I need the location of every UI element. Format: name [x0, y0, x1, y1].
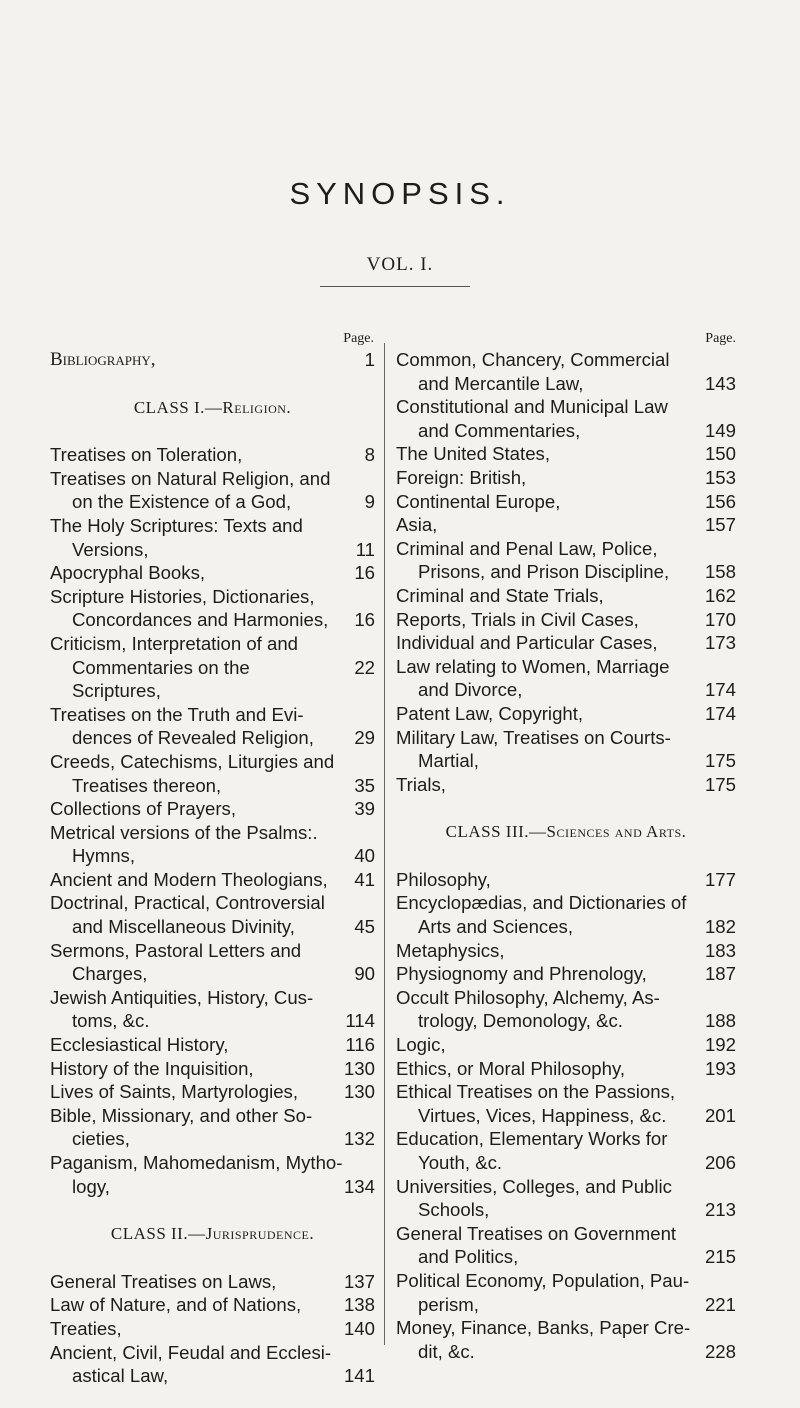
entry-page: 174 — [704, 679, 736, 701]
toc-entry — [50, 1317, 375, 1341]
entry-page: 156 — [704, 490, 736, 512]
toc-entry — [50, 797, 375, 821]
toc-entry — [396, 986, 736, 1010]
entry-title: Criticism, Interpretation of and — [50, 632, 299, 654]
entry-title: Bibliography, — [50, 349, 156, 370]
entry-page: 215 — [704, 1246, 736, 1268]
toc-entry — [50, 703, 375, 727]
entry-page: 174 — [704, 702, 736, 724]
entry-title: toms, &c. — [72, 1010, 150, 1032]
entry-title: Reports, Trials in Civil Cases, — [396, 608, 639, 630]
toc-entry — [396, 1222, 736, 1246]
entry-title: Criminal and Penal Law, Police, — [396, 537, 658, 559]
page-column-header: Page. — [705, 331, 736, 346]
toc-entry — [50, 962, 375, 986]
entry-title: dit, &c. — [418, 1340, 475, 1362]
entry-page: 182 — [704, 916, 736, 938]
entry-title: Trials, — [396, 773, 446, 795]
entry-page: 11 — [355, 538, 375, 560]
entry-title: General Treatises on Laws, — [50, 1270, 277, 1292]
entry-title: Universities, Colleges, and Public — [396, 1175, 672, 1197]
entry-page: 175 — [704, 773, 736, 795]
jurisprudence-entries — [50, 1270, 375, 1388]
entry-page: 228 — [704, 1340, 736, 1362]
toc-entry — [396, 1175, 736, 1199]
entry-title: Political Economy, Population, Pau- — [396, 1269, 690, 1291]
entry-title: Lives of Saints, Martyrologies, — [50, 1081, 299, 1103]
toc-entry — [396, 419, 736, 443]
toc-entry — [50, 1057, 375, 1081]
entry-title: Prisons, and Prison Discipline, — [418, 561, 670, 583]
entry-page: 188 — [704, 1010, 736, 1032]
toc-entry — [50, 1009, 375, 1033]
toc-entry — [396, 726, 736, 750]
entry-page: 40 — [354, 845, 375, 867]
entry-title: Doctrinal, Practical, Controversial — [50, 892, 325, 914]
toc-entry — [396, 749, 736, 773]
right-column — [396, 330, 736, 1363]
toc-entry — [396, 773, 736, 797]
entry-title: Apocryphal Books, — [50, 562, 206, 584]
entry-title: Collections of Prayers, — [50, 798, 237, 820]
entry-title: Concordances and Harmonies, — [72, 609, 329, 631]
page-column-header: Page. — [343, 331, 374, 346]
entry-title: General Treatises on Government — [396, 1222, 677, 1244]
entry-title: Military Law, Treatises on Courts- — [396, 726, 671, 748]
toc-entry — [396, 702, 736, 726]
entry-title: Continental Europe, — [396, 490, 561, 512]
entry-title: Education, Elementary Works for — [396, 1128, 668, 1150]
entry-page: 153 — [704, 466, 736, 488]
toc-entry — [50, 1104, 375, 1128]
class-heading-religion: CLASS I.—Religion. — [133, 397, 292, 417]
entry-title: History of the Inquisition, — [50, 1057, 254, 1079]
toc-entry — [396, 513, 736, 537]
entry-page: 201 — [704, 1104, 736, 1126]
entry-title: cieties, — [72, 1128, 130, 1150]
entry-title: Logic, — [396, 1034, 446, 1056]
toc-entry — [50, 443, 375, 467]
entry-page: 130 — [343, 1081, 375, 1103]
entry-page: 90 — [354, 963, 375, 985]
sciences-entries — [396, 868, 736, 1363]
entry-title: Treatises thereon, — [72, 774, 222, 796]
entry-title: Foreign: British, — [396, 466, 527, 488]
toc-entry — [396, 1269, 736, 1293]
entry-title: Law of Nature, and of Nations, — [50, 1294, 302, 1316]
toc-entry — [50, 844, 375, 868]
toc-entry — [50, 868, 375, 892]
entry-page: 22 — [354, 656, 375, 678]
religion-entries — [50, 443, 375, 1198]
entry-title: Treaties, — [50, 1317, 122, 1339]
entry-title: Schools, — [418, 1199, 490, 1221]
class-heading-sciences: CLASS III.—Sciences and Arts. — [445, 822, 687, 842]
entry-page: 116 — [345, 1034, 375, 1056]
entry-title: Constitutional and Municipal Law — [396, 396, 668, 418]
entry-title: Law relating to Women, Marriage — [396, 655, 670, 677]
entry-title: Paganism, Mahomedanism, Mytho- — [50, 1152, 343, 1173]
toc-entry — [50, 939, 375, 963]
toc-entry — [50, 585, 375, 609]
entry-title: on the Existence of a God, — [72, 491, 292, 513]
entry-title: Patent Law, Copyright, — [396, 702, 584, 724]
toc-entry — [396, 868, 736, 892]
toc-entry — [50, 632, 375, 656]
entry-title: Treatises on the Truth and Evi- — [50, 703, 304, 725]
entry-title: trology, Demonology, &c. — [418, 1010, 623, 1032]
entry-page: 45 — [354, 916, 375, 938]
entry-title: perism, — [418, 1293, 479, 1315]
entry-page: 132 — [343, 1128, 375, 1150]
entry-page: 39 — [354, 798, 375, 820]
entry-title: and Politics, — [418, 1246, 519, 1268]
entry-title: Ancient and Modern Theologians, — [50, 868, 328, 890]
entry-title: dences of Revealed Religion, — [72, 727, 314, 749]
toc-entry — [396, 891, 736, 915]
entry-title: and Mercantile Law, — [418, 372, 584, 394]
entry-page: 221 — [704, 1293, 736, 1315]
toc-entry — [396, 1009, 736, 1033]
toc-entry — [396, 1127, 736, 1151]
entry-title: Philosophy, — [396, 868, 491, 890]
entry-title: Ancient, Civil, Feudal and Ecclesi- — [50, 1341, 332, 1363]
entry-page: 149 — [704, 419, 736, 441]
entry-page: 173 — [704, 632, 736, 654]
toc-entry — [396, 1316, 736, 1340]
toc-entry — [50, 1341, 375, 1365]
toc-entry — [396, 678, 736, 702]
entry-title: Treatises on Natural Religion, and — [50, 467, 331, 489]
entry-title: Criminal and State Trials, — [396, 584, 604, 606]
entry-page: 162 — [704, 584, 736, 606]
entry-page: 130 — [343, 1057, 375, 1079]
entry-page: 175 — [704, 750, 736, 772]
toc-entry — [396, 466, 736, 490]
entry-title: Commentaries on the Scriptures, — [72, 656, 250, 702]
toc-entry — [50, 514, 375, 538]
entry-title: Sermons, Pastoral Letters and — [50, 939, 302, 961]
entry-title: Metaphysics, — [396, 939, 505, 961]
toc-entry — [50, 891, 375, 915]
toc-entry — [396, 608, 736, 632]
toc-entry — [396, 537, 736, 561]
entry-title: Metrical versions of the Psalms:. — [50, 821, 318, 843]
entry-page: 158 — [704, 561, 736, 583]
entry-page: 143 — [704, 372, 736, 394]
entry-title: Occult Philosophy, Alchemy, As- — [396, 986, 660, 1008]
entry-title: Common, Chancery, Commercial — [396, 349, 670, 370]
entry-title: Money, Finance, Banks, Paper Cre- — [396, 1317, 691, 1339]
entry-title: Encyclopædias, and Dictionaries of — [396, 892, 687, 914]
entry-title: and Commentaries, — [418, 419, 581, 441]
toc-entry — [50, 1364, 375, 1388]
toc-entry — [396, 348, 736, 372]
entry-title: Physiognomy and Phrenology, — [396, 963, 647, 985]
entry-page: 16 — [354, 609, 375, 631]
toc-entry — [396, 560, 736, 584]
toc-entry — [396, 372, 736, 396]
toc-entry — [396, 1293, 736, 1317]
entry-title: Scripture Histories, Dictionaries, — [50, 585, 315, 607]
toc-entry — [396, 939, 736, 963]
entry-page: 193 — [704, 1057, 736, 1079]
entry-page: 213 — [704, 1199, 736, 1221]
toc-entry — [50, 915, 375, 939]
toc-entry — [396, 1080, 736, 1104]
class-heading-jurisprudence: CLASS II.—Jurisprudence. — [110, 1224, 315, 1244]
toc-entry — [396, 962, 736, 986]
toc-entry — [396, 490, 736, 514]
entry-page: 9 — [364, 491, 375, 513]
entry-title: Versions, — [72, 538, 149, 560]
toc-entry — [396, 1104, 736, 1128]
toc-entry — [50, 656, 375, 703]
title-rule — [320, 286, 470, 287]
entry-page: 183 — [704, 939, 736, 961]
entry-title: Bible, Missionary, and other So- — [50, 1104, 313, 1126]
entry-title: Ecclesiastical History, — [50, 1034, 229, 1056]
toc-entry — [50, 561, 375, 585]
toc-entry — [50, 608, 375, 632]
entry-page: 157 — [704, 514, 736, 536]
entry-page: 187 — [704, 963, 736, 985]
entry-page: 114 — [345, 1010, 375, 1032]
bibliography-entry — [50, 348, 375, 372]
entry-title: The Holy Scriptures: Texts and — [50, 514, 303, 536]
toc-entry — [396, 442, 736, 466]
page-title: SYNOPSIS. — [289, 176, 511, 211]
toc-entry — [396, 655, 736, 679]
toc-entry — [396, 1151, 736, 1175]
entry-title: logy, — [72, 1175, 110, 1197]
entry-page: 29 — [354, 727, 375, 749]
entry-page: 192 — [704, 1034, 736, 1056]
entry-title: Youth, &c. — [418, 1152, 503, 1173]
entry-page: 16 — [354, 562, 375, 584]
toc-entry — [50, 1293, 375, 1317]
toc-entry — [50, 726, 375, 750]
entry-title: Ethical Treatises on the Passions, — [396, 1081, 676, 1103]
toc-entry — [50, 1151, 375, 1175]
toc-entry — [50, 1080, 375, 1104]
entry-title: Treatises on Toleration, — [50, 444, 243, 466]
entry-title: Asia, — [396, 514, 438, 536]
toc-entry — [396, 631, 736, 655]
toc-entry — [50, 467, 375, 491]
entry-title: Creeds, Catechisms, Liturgies and — [50, 750, 335, 772]
toc-entry — [50, 986, 375, 1010]
entry-page: 140 — [343, 1317, 375, 1339]
entry-page: 141 — [343, 1365, 375, 1387]
toc-entry — [50, 538, 375, 562]
entry-page: 35 — [354, 774, 375, 796]
toc-entry — [396, 1198, 736, 1222]
entry-page: 134 — [343, 1175, 375, 1197]
entry-title: The United States, — [396, 443, 550, 465]
entry-title: Martial, — [418, 750, 479, 772]
entry-page: 41 — [354, 868, 375, 890]
toc-entry — [50, 1033, 375, 1057]
toc-entry — [396, 584, 736, 608]
entry-title: and Miscellaneous Divinity, — [72, 916, 295, 938]
entry-page: 170 — [704, 608, 736, 630]
entry-title: Ethics, or Moral Philosophy, — [396, 1057, 626, 1079]
toc-entry — [50, 1175, 375, 1199]
entry-page: 150 — [704, 443, 736, 465]
volume-label: VOL. I. — [366, 254, 434, 275]
toc-entry — [50, 490, 375, 514]
toc-entry — [396, 915, 736, 939]
entry-page: 138 — [343, 1294, 375, 1316]
entry-page: 8 — [364, 444, 375, 466]
toc-entry — [50, 750, 375, 774]
left-column — [50, 330, 375, 1388]
entry-title: Individual and Particular Cases, — [396, 632, 658, 654]
entry-title: Charges, — [72, 963, 148, 985]
column-divider — [384, 343, 385, 1345]
entry-title: and Divorce, — [418, 679, 523, 701]
entry-page: 177 — [704, 868, 736, 890]
entry-page: 137 — [343, 1270, 375, 1292]
toc-entry — [396, 1057, 736, 1081]
entry-page: 1 — [364, 349, 375, 370]
law-entries — [396, 348, 736, 796]
toc-entry — [396, 1245, 736, 1269]
entry-title: Hymns, — [72, 845, 136, 867]
toc-entry — [50, 1127, 375, 1151]
toc-entry — [50, 1270, 375, 1294]
toc-entry — [396, 1033, 736, 1057]
entry-title: Arts and Sciences, — [418, 916, 574, 938]
entry-title: astical Law, — [72, 1365, 169, 1387]
toc-entry — [396, 395, 736, 419]
entry-title: Jewish Antiquities, History, Cus- — [50, 986, 314, 1008]
toc-entry — [396, 1340, 736, 1364]
entry-title: Virtues, Vices, Happiness, &c. — [418, 1104, 667, 1126]
entry-page: 206 — [704, 1152, 736, 1173]
toc-entry — [50, 774, 375, 798]
toc-entry — [50, 821, 375, 845]
